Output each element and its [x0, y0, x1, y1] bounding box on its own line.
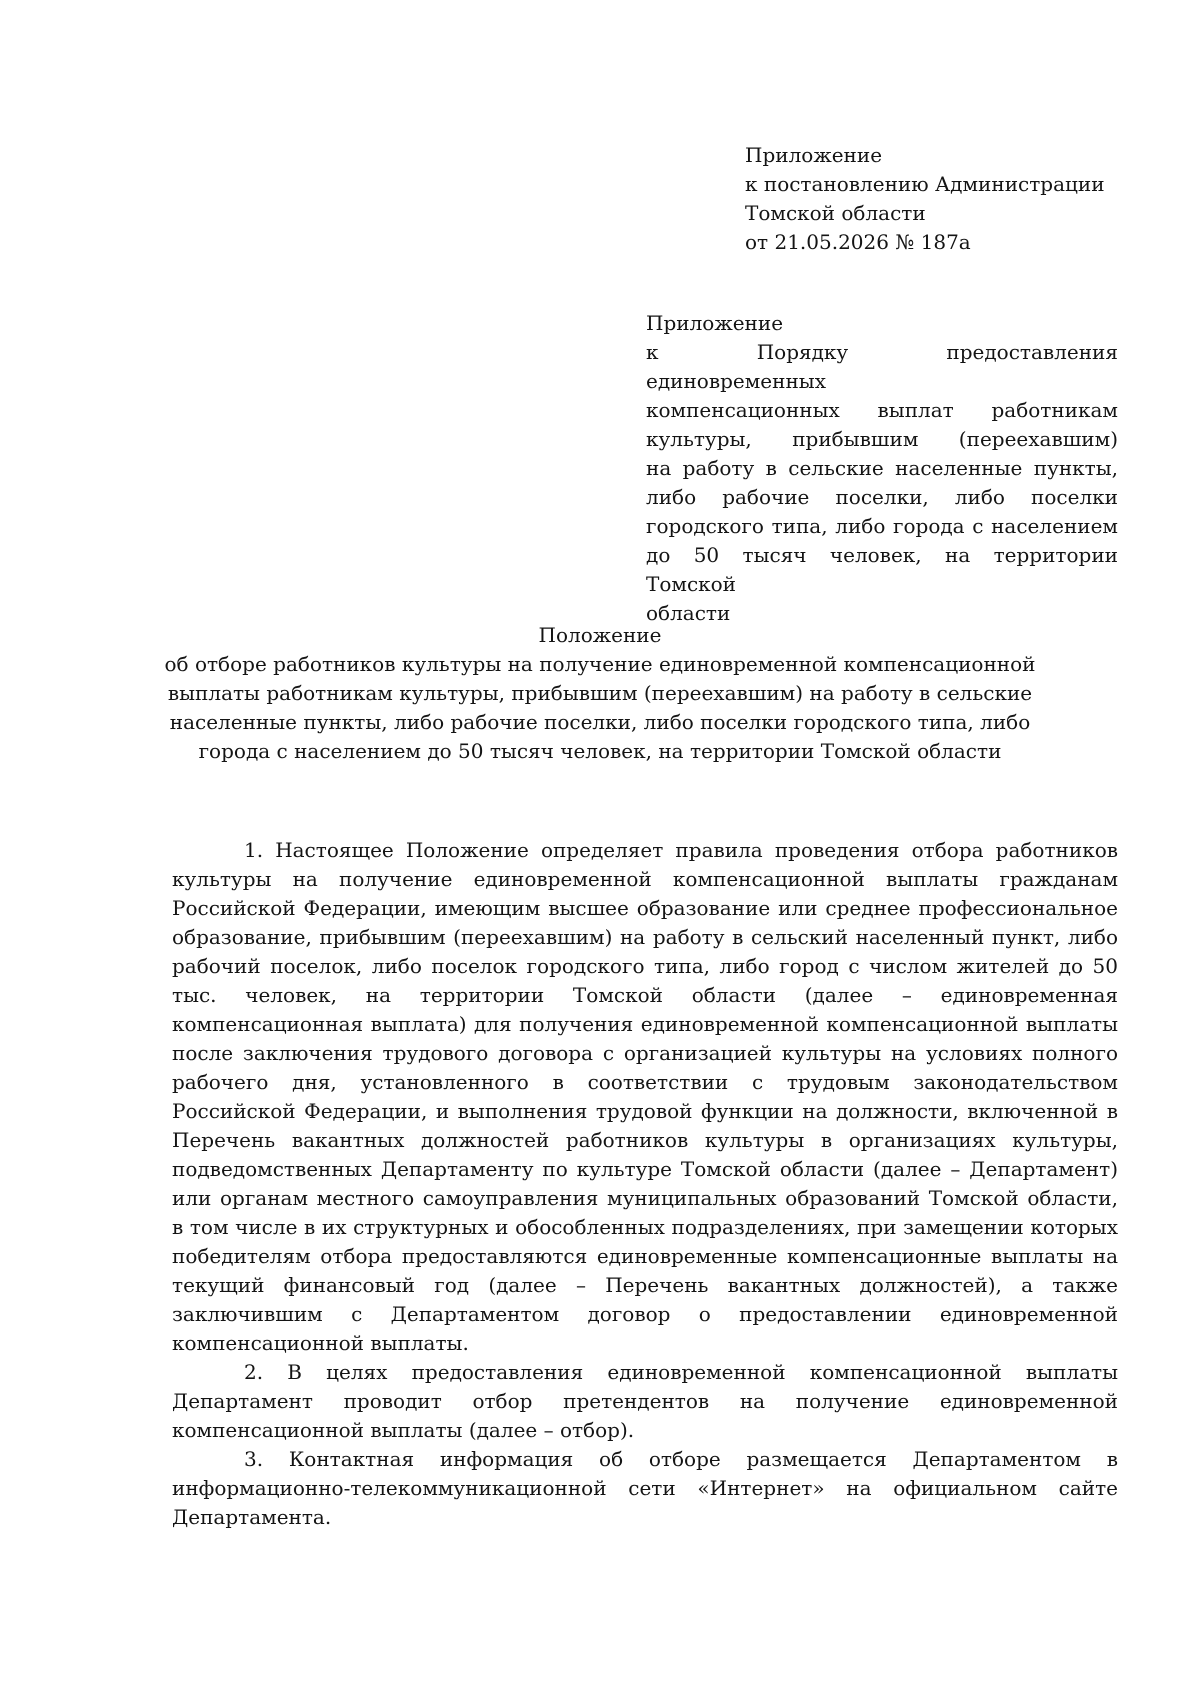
document-subtitle-line: населенные пункты, либо рабочие поселки, либо поселки городского типа, либо: [169, 710, 1031, 734]
appendix-header-line: от 21.05.2026 № 187а: [745, 230, 971, 254]
appendix-procedure-line: либо рабочие поселки, либо поселки: [646, 485, 1118, 509]
appendix-procedure-line: городского типа, либо города с населением: [646, 514, 1118, 538]
body-paragraph: 1. Настоящее Положение определяет правила проведения отбора работников культуры на получение единовременной компенсационной выплаты гражданам Российской Федерации, имеющим высшее образование или среднее профессиональное образование, прибывшим (переехавшим) на работу в сельский населенный пункт, либо рабочий поселок, либо поселок городского типа, либо город с числом жителей до 50 тыс. человек, на территории Томской области (далее – единовременная компенсационная выплата) для получения единовременной компенсационной выплаты после заключения трудового договора с организацией культуры на условиях полного рабочего дня, установленного в соответствии с трудовым законодательством Российской Федерации, и выполнения трудовой функции на должности, включенной в Перечень вакантных должностей работников культуры в организациях культуры, подведомственных Департаменту по культуре Томской области (далее – Департамент) или органам местного самоуправления муниципальных образований Томской области, в том числе в их структурных и обособленных подразделениях, при замещении которых победителям отбора предоставляются единовременные компенсационные выплаты на текущий финансовый год (далее – Перечень вакантных должностей), а также заключившим с Департаментом договор о предоставлении единовременной компенсационной выплаты.: [172, 838, 1118, 1355]
appendix-procedure-line: на работу в сельские населенные пункты,: [646, 456, 1118, 480]
document-subtitle-line: города с населением до 50 тысяч человек, на территории Томской области: [198, 739, 1002, 763]
appendix-header-procedure: [646, 309, 1118, 628]
body-paragraph: 2. В целях предоставления единовременной компенсационной выплаты Департамент проводит отбор претендентов на получение единовременной компенсационной выплаты (далее – отбор).: [172, 1360, 1118, 1442]
document-heading: [150, 621, 1050, 766]
document-body: [172, 836, 1118, 1532]
appendix-procedure-line: до 50 тысяч человек, на территории Томской: [646, 543, 1118, 596]
document-title: Положение: [538, 623, 662, 647]
appendix-procedure-line: к Порядку предоставления единовременных: [646, 340, 1118, 393]
appendix-header-line: к постановлению Администрации: [745, 172, 1105, 196]
appendix-header-resolution: [745, 141, 1165, 257]
document-subtitle-line: выплаты работникам культуры, прибывшим (переехавшим) на работу в сельские: [167, 681, 1033, 705]
appendix-procedure-line: культуры, прибывшим (переехавшим): [646, 427, 1118, 451]
appendix-procedure-line: Приложение: [646, 311, 784, 335]
appendix-header-line: Приложение: [745, 143, 883, 167]
document-subtitle-line: об отборе работников культуры на получение единовременной компенсационной: [164, 652, 1036, 676]
appendix-procedure-line: компенсационных выплат работникам: [646, 398, 1118, 422]
appendix-procedure-line: области: [646, 601, 731, 625]
appendix-header-line: Томской области: [745, 201, 926, 225]
body-paragraph: 3. Контактная информация об отборе размещается Департаментом в информационно-телекоммуникационной сети «Интернет» на официальном сайте Департамента.: [172, 1447, 1118, 1529]
